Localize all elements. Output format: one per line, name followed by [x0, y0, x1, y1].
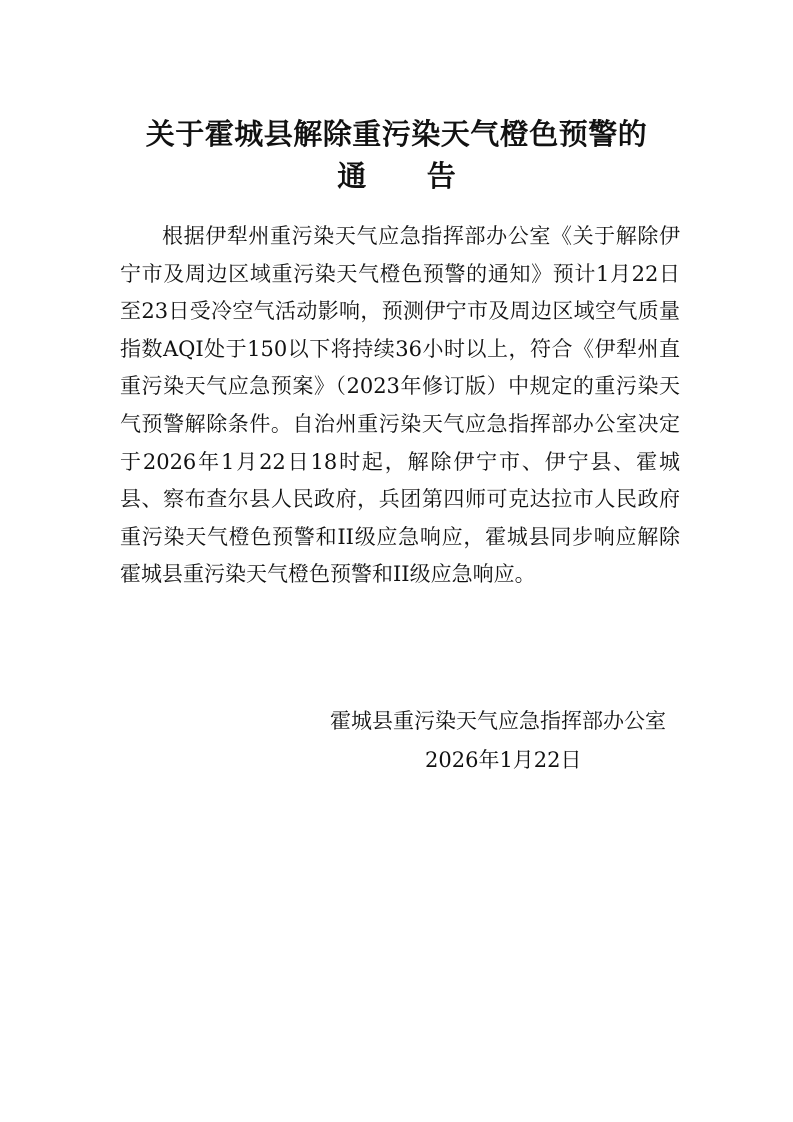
- notice-title-subline: 通 告: [337, 159, 456, 193]
- signature-date: 2026年1月22日: [425, 748, 582, 772]
- notice-title: 关于霍城县解除重污染天气橙色预警的: [145, 117, 648, 151]
- signature-organization: 霍城县重污染天气应急指挥部办公室: [330, 709, 666, 733]
- notice-body-paragraph: 根据伊犁州重污染天气应急指挥部办公室《关于解除伊宁市及周边区域重污染天气橙色预警的通知》预计1月22日至23日受冷空气活动影响，预测伊宁市及周边区域空气质量指数AQI处于150以下将持续36小时以上，符合《伊犁州直重污染天气应急预案》（2023年修订版）中规定的重污染天气预警解除条件。自治州重污染天气应急指挥部办公室决定于2026年1月22日18时起，解除伊宁市、伊宁县、霍城县、察布查尔县人民政府，兵团第四师可克达拉市人民政府重污染天气橙色预警和II级应急响应，霍城县同步响应解除霍城县重污染天气橙色预警和II级应急响应。: [120, 224, 680, 587]
